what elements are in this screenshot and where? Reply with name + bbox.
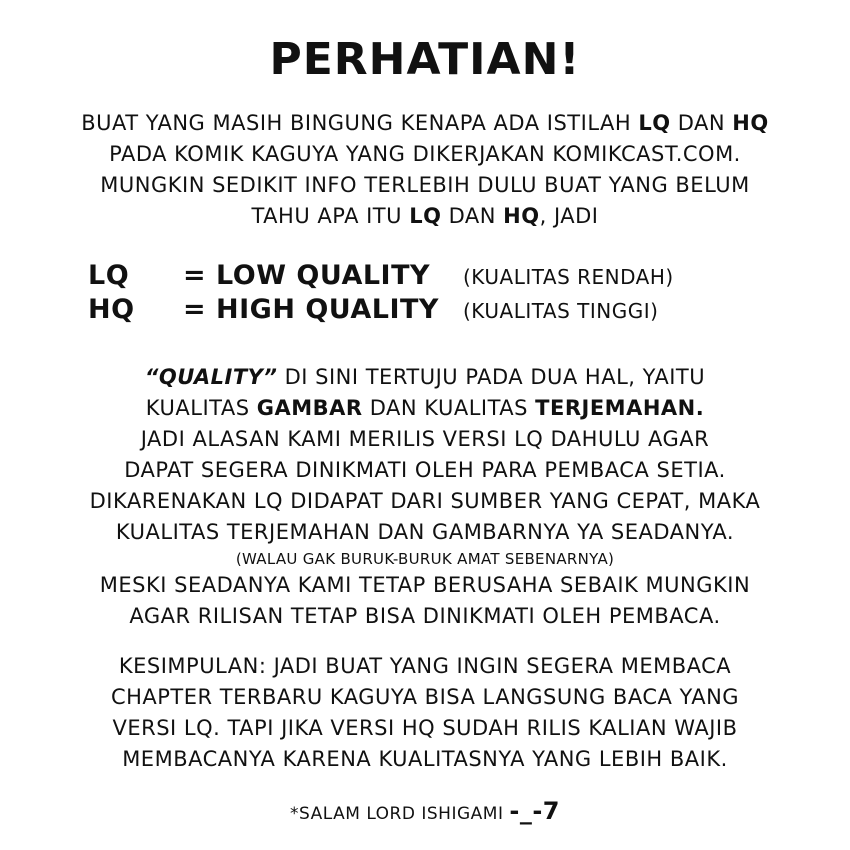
definition-row-hq xyxy=(88,294,788,328)
quality-line-2: KUALITAS GAMBAR DAN KUALITAS TERJEMAHAN. xyxy=(145,396,705,420)
definition-note: (KUALITAS TINGGI) xyxy=(463,299,659,323)
quality-aside: (WALAU GAK BURUK-BURUK AMAT SEBENARNYA) xyxy=(235,550,615,568)
definition-note: (KUALITAS RENDAH) xyxy=(463,265,674,289)
gambar-term: GAMBAR xyxy=(256,396,363,420)
definition-meaning: = LOW QUALITY xyxy=(183,260,431,291)
quality-term: “QUALITY” xyxy=(144,365,278,389)
hq-term: HQ xyxy=(732,111,769,135)
conclusion-line-3: VERSI LQ. TAPI JIKA VERSI HQ SUDAH RILIS KALIAN WAJIB xyxy=(112,716,738,740)
quality-line-1: “QUALITY” DI SINI TERTUJU PADA DUA HAL, YAITU xyxy=(144,365,706,389)
signature-emote: -_-7 xyxy=(509,797,560,825)
conclusion-line-4: MEMBACANYA KARENA KUALITASNYA YANG LEBIH BAIK. xyxy=(122,747,728,771)
quality-line-5: DIKARENAKAN LQ DIDAPAT DARI SUMBER YANG CEPAT, MAKA xyxy=(89,489,761,513)
quality-line-4: DAPAT SEGERA DINIKMATI OLEH PARA PEMBACA SETIA. xyxy=(124,458,726,482)
quality-paragraph xyxy=(40,362,810,632)
terjemahan-term: TERJEMAHAN. xyxy=(535,396,705,420)
conclusion-paragraph xyxy=(40,651,810,775)
hq-term: HQ xyxy=(503,204,540,228)
definition-abbr: HQ xyxy=(88,294,135,325)
intro-line-1: BUAT YANG MASIH BINGUNG KENAPA ADA ISTILAH LQ DAN HQ xyxy=(81,111,769,135)
conclusion-line-1: KESIMPULAN: JADI BUAT YANG INGIN SEGERA MEMBACA xyxy=(118,654,732,678)
intro-line-4: TAHU APA ITU LQ DAN HQ, JADI xyxy=(251,204,599,228)
quality-line-9: AGAR RILISAN TETAP BISA DINIKMATI OLEH PEMBACA. xyxy=(129,604,721,628)
quality-line-3: JADI ALASAN KAMI MERILIS VERSI LQ DAHULU AGAR xyxy=(140,427,710,451)
signature-text: *SALAM LORD ISHIGAMI xyxy=(290,804,510,824)
page-title: PERHATIAN! xyxy=(269,34,581,85)
definition-abbr: LQ xyxy=(88,260,130,291)
quality-line-8: MESKI SEADANYA KAMI TETAP BERUSAHA SEBAIK MUNGKIN xyxy=(99,573,751,597)
definitions-list xyxy=(88,260,788,328)
lq-term: LQ xyxy=(638,111,671,135)
lq-term: LQ xyxy=(409,204,442,228)
conclusion-line-2: CHAPTER TERBARU KAGUYA BISA LANGSUNG BACA YANG xyxy=(110,685,740,709)
definition-row-lq xyxy=(88,260,788,294)
intro-paragraph xyxy=(40,108,810,232)
intro-line-2: PADA KOMIK KAGUYA YANG DIKERJAKAN KOMIKCAST.COM. xyxy=(109,142,741,166)
quality-line-6: KUALITAS TERJEMAHAN DAN GAMBARNYA YA SEADANYA. xyxy=(115,520,735,544)
definition-meaning: = HIGH QUALITY xyxy=(183,294,439,325)
signature xyxy=(0,797,850,825)
intro-line-3: MUNGKIN SEDIKIT INFO TERLEBIH DULU BUAT YANG BELUM xyxy=(100,173,750,197)
